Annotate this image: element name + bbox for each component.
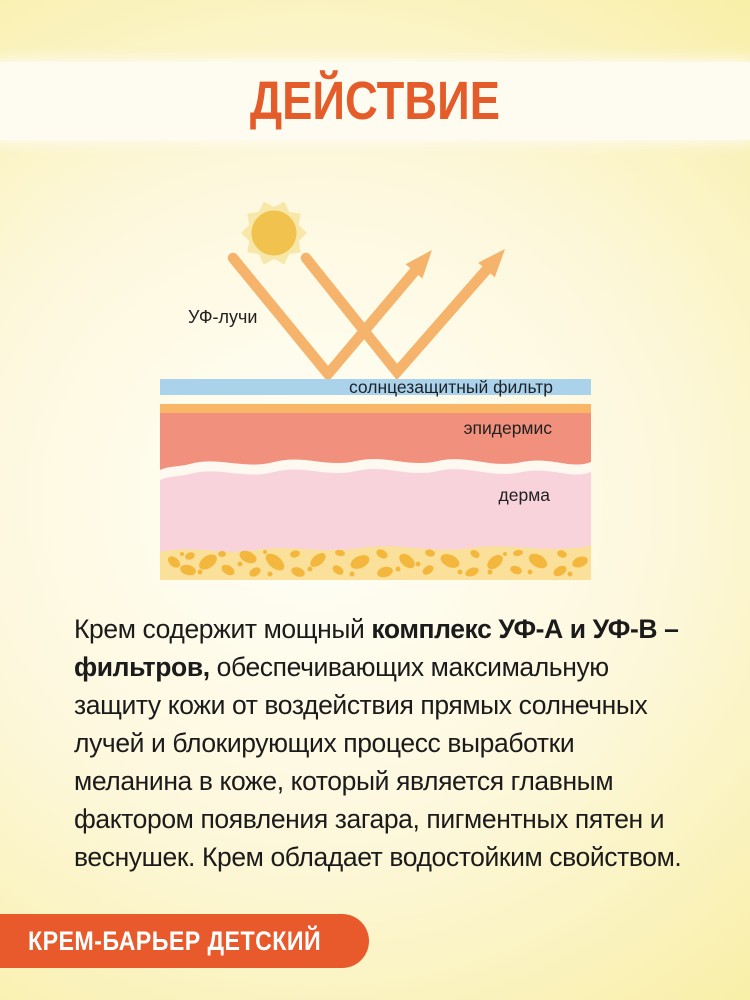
description-bold: комплекс УФ-А и УФ-В – фильтров,: [74, 614, 679, 682]
uv-rays-illustration: [160, 188, 591, 384]
sunscreen-filter-label: солнцезащитный фильтр: [348, 377, 553, 397]
derma-label: дерма: [498, 485, 550, 505]
uv-rays-label: УФ-лучи: [188, 307, 258, 327]
description-text: [74, 610, 688, 876]
arrowheads: [406, 249, 505, 279]
description-before: Крем содержит мощный: [74, 614, 372, 644]
title-band: [0, 62, 750, 140]
product-name-badge: [0, 914, 369, 968]
sun-icon: [241, 202, 307, 265]
uv-reflection-arrows: [233, 258, 488, 374]
epidermis-label: эпидермис: [463, 418, 552, 438]
description-after: обеспечивающих максимальную защиту кожи от воздействия прямых солнечных лучей и блокирующих процесс выработки меланина в коже, который является главным фактором появления загара, пигментных пятен и веснушек. Крем обладает водостойким свойством.: [74, 652, 682, 872]
cream-strip: [160, 404, 591, 413]
page-title: ДЕЙСТВИЕ: [249, 71, 501, 131]
product-name-label: КРЕМ-БАРЬЕР ДЕТСКИЙ: [28, 925, 322, 956]
